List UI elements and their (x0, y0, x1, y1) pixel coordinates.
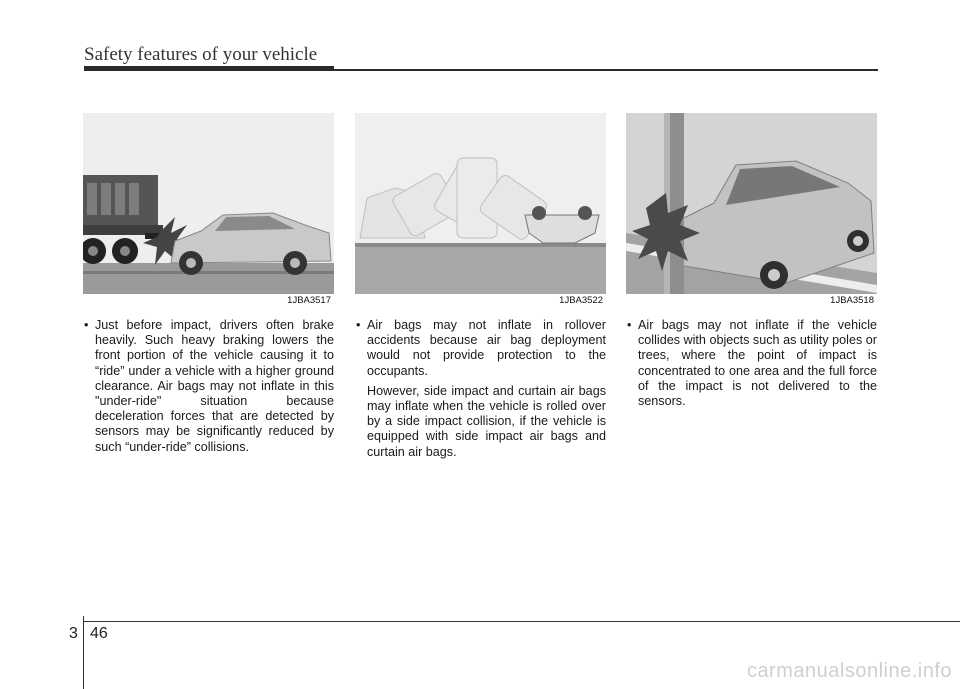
text-column-pole-impact (625, 318, 877, 414)
figure-code-bar (83, 294, 334, 308)
bullet-paragraph: • Just before impact, drivers often brake heavily. Such heavy braking lowers the front portion of the vehicle causing it to “ride” under a vehicle with a higher ground clearance. Air bags may not inflate in this "under-ride" situation because deceleration forces that are detected by sensors may be significantly reduced by such “under-ride” collisions. (82, 318, 334, 455)
header-rule-thin (334, 69, 878, 71)
footer-rule-horizontal (83, 621, 960, 622)
figure-code-bar (355, 294, 606, 308)
figure-code: 1JBA3522 (559, 295, 603, 306)
figure-code: 1JBA3518 (830, 295, 874, 306)
text-column-underride (82, 318, 334, 460)
continuation-paragraph: However, side impact and curtain air bags may inflate when the vehicle is rolled over by a side impact collision, if the vehicle is equipped with side impact air bags and curtain air bags. (367, 383, 606, 459)
header-rule-thick (84, 66, 334, 71)
figure-pole-impact (626, 113, 877, 308)
page-number: 46 (90, 625, 108, 642)
footer-rule-vertical (83, 616, 84, 689)
figure-underride (83, 113, 334, 308)
car-rollover-illustration-icon (355, 113, 606, 308)
chapter-number: 3 (69, 625, 78, 642)
page-header-title: Safety features of your vehicle (84, 44, 318, 65)
bullet-paragraph: • Air bags may not inflate if the vehicle collides with objects such as utility poles or trees, where the point of impact is concentrated to one area and the full force of the impact is not delivered to the sensors. (625, 318, 877, 409)
text-column-rollover (354, 318, 606, 465)
truck-underride-illustration-icon (83, 113, 334, 308)
figure-code: 1JBA3517 (287, 295, 331, 306)
figure-code-bar (626, 294, 877, 308)
watermark: carmanualsonline.info (746, 660, 952, 682)
bullet-paragraph: • Air bags may not inflate in rollover accidents because air bag deployment would not provide protection to the occupants. (354, 318, 606, 379)
figure-rollover (355, 113, 606, 308)
car-pole-impact-illustration-icon (626, 113, 877, 308)
